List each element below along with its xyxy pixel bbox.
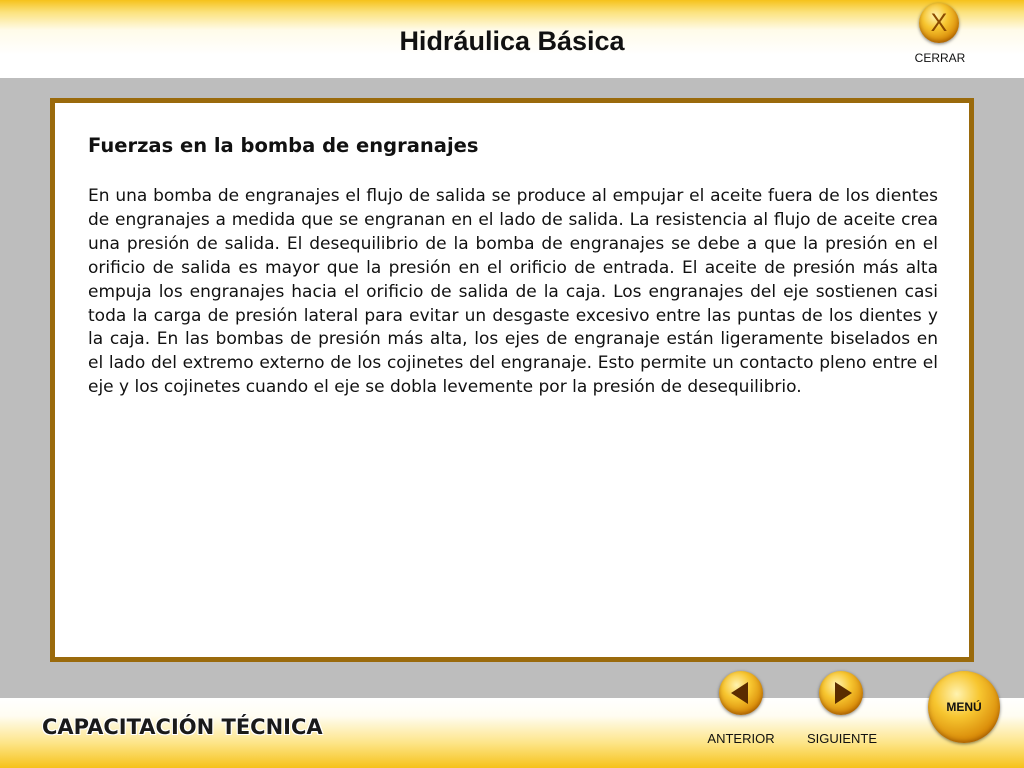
page-title: Hidráulica Básica: [399, 26, 625, 56]
menu-label[interactable]: MENÚ: [946, 700, 982, 714]
brand-label: CAPACITACIÓN TÉCNICA: [42, 715, 323, 739]
close-label[interactable]: CERRAR: [914, 51, 966, 65]
next-label[interactable]: SIGUIENTE: [806, 731, 878, 746]
close-icon[interactable]: X: [930, 8, 948, 37]
menu-button[interactable]: [928, 671, 1000, 743]
arrow-left-icon[interactable]: [731, 682, 748, 704]
body-text: En una bomba de engranajes el flujo de salida se produce al empujar el aceite fuera de los dientes de engranajes a medida que se engranan en el lado de salida. La resistencia al flujo de aceite crea una presión de salida. El desequilibrio de la bomba de engranajes se debe a que la presión en el orificio de salida es mayor que la presión en el orificio de entrada. El aceite de presión más alta empuja los engranajes hacia el orificio de salida de la caja. Los engranajes del eje sostienen casi toda la carga de presión lateral para evitar un desgaste excesivo entre las puntas de los dientes y la caja. En las bombas de presión más alta, los ejes de engranaje están ligeramente biselados en el lado del extremo externo de los cojinetes del engranaje. Esto permite un contacto pleno entre el eje y los cojinetes cuando el eje se dobla levemente por la presión de desequilibrio.: [88, 186, 938, 398]
content-panel: [50, 98, 974, 662]
previous-label[interactable]: ANTERIOR: [707, 731, 775, 746]
arrow-right-icon[interactable]: [835, 682, 852, 704]
close-orb[interactable]: [919, 3, 959, 43]
next-button[interactable]: [819, 671, 863, 715]
close-button[interactable]: [908, 3, 972, 69]
previous-button[interactable]: [719, 671, 763, 715]
section-title: Fuerzas en la bomba de engranajes: [88, 134, 479, 157]
